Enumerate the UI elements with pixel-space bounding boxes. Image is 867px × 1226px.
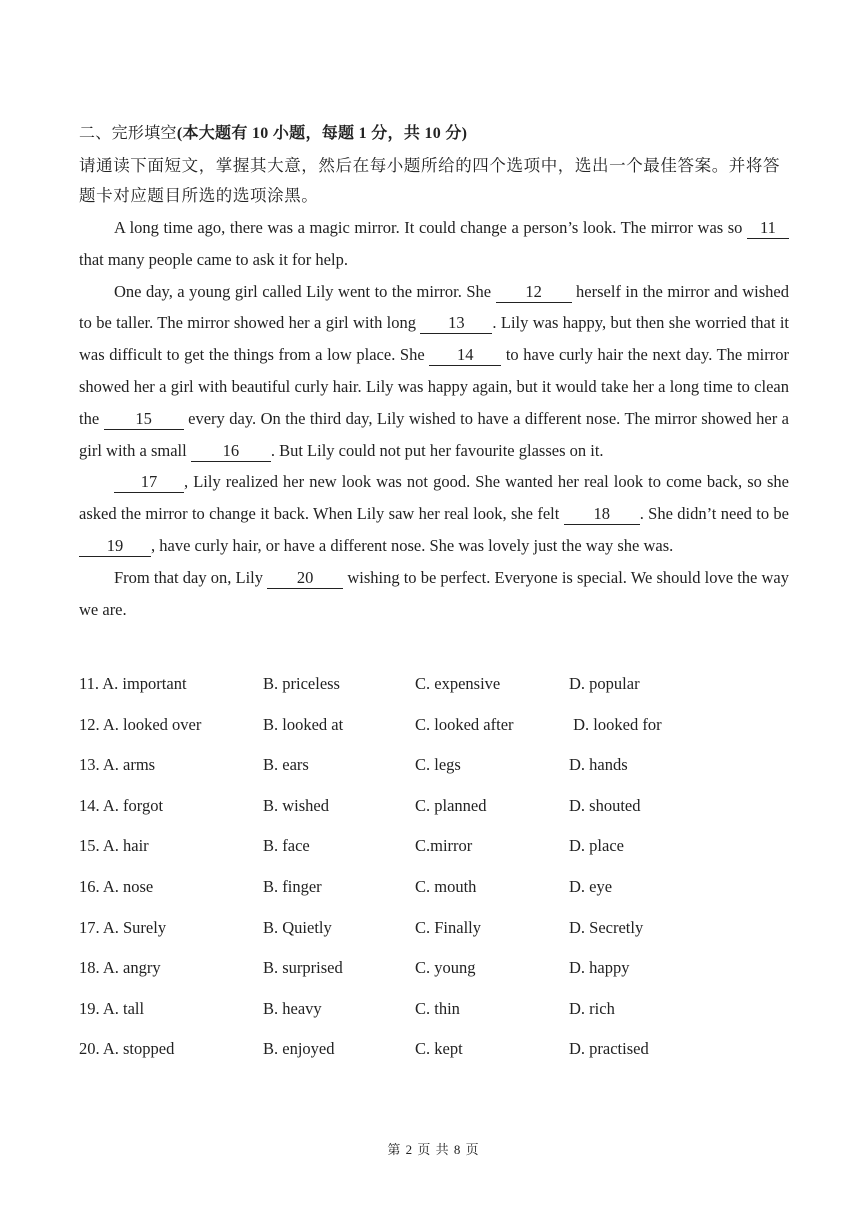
option-d: D. happy bbox=[569, 958, 630, 978]
option-b: B. finger bbox=[263, 876, 322, 896]
blank-18: 18 bbox=[564, 504, 640, 525]
page-number-footer: 第 2 页 共 8 页 bbox=[387, 1142, 480, 1157]
blank-12: 12 bbox=[496, 282, 572, 303]
option-c: C. young bbox=[415, 958, 476, 978]
option-b: B. heavy bbox=[263, 998, 322, 1018]
option-d: D. practised bbox=[569, 1039, 649, 1059]
passage-text: From that day on, Lily bbox=[114, 567, 268, 587]
option-c: C. thin bbox=[415, 998, 460, 1018]
option-d: D. place bbox=[569, 836, 624, 856]
option-a: 16. A. nose bbox=[79, 876, 154, 896]
section-prefix: 二、完形填空 bbox=[79, 125, 177, 142]
passage-text: every day. On the third day, Lily wished to have a different nose. The mirror showed her a girl with a small bbox=[79, 408, 789, 460]
passage-text: . But Lily could not put her favourite glasses on it. bbox=[270, 440, 604, 460]
option-a: 13. A. arms bbox=[79, 755, 156, 775]
passage-text: A long time ago, there was a magic mirror. It could change a person’s look. The mirror was so bbox=[114, 218, 743, 237]
option-a: 11. A. important bbox=[79, 674, 187, 693]
option-a: 14. A. forgot bbox=[79, 795, 164, 815]
blank-17: 17 bbox=[114, 472, 184, 493]
blank-14: 14 bbox=[429, 345, 501, 366]
option-c: C. looked after bbox=[415, 714, 514, 734]
blank-11: 11 bbox=[747, 218, 789, 239]
option-a: 15. A. hair bbox=[79, 836, 149, 856]
passage-text: wishing to be perfect. Everyone is special. We should love the way we are. bbox=[79, 567, 789, 619]
passage-paragraph-2 bbox=[79, 276, 789, 467]
option-c: C. Finally bbox=[415, 917, 482, 937]
option-d: D. hands bbox=[569, 755, 628, 775]
section-instructions: 请通读下面短文，掌握其大意，然后在每小题所给的四个选项中，选出一个最佳答案。并将答题卡对应题目所选的选项涂黑。 bbox=[79, 156, 781, 205]
option-d: D. eye bbox=[569, 876, 613, 896]
passage-text: . She didn’t need to be bbox=[639, 504, 790, 524]
blank-20: 20 bbox=[267, 568, 343, 589]
option-a: 20. A. stopped bbox=[79, 1039, 175, 1059]
option-a: 17. A. Surely bbox=[79, 917, 167, 937]
passage-text: . Lily was happy, but then she worried that it was difficult to get the things from a low place. She bbox=[79, 313, 789, 365]
option-c: C. mouth bbox=[415, 876, 477, 896]
passage-text: to have curly hair the next day. The mirror showed her a girl with beautiful curly hair. Lily was happy again, but it would take her a long time to clean the bbox=[79, 345, 789, 428]
option-b: B. surprised bbox=[263, 958, 343, 978]
blank-13: 13 bbox=[420, 313, 492, 334]
option-d: D. shouted bbox=[569, 795, 641, 815]
option-a: 18. A. angry bbox=[79, 958, 161, 978]
option-b: B. face bbox=[263, 836, 310, 856]
option-c: C. planned bbox=[415, 795, 487, 815]
blank-16: 16 bbox=[191, 441, 271, 462]
passage-paragraph-3 bbox=[79, 466, 789, 561]
blank-15: 15 bbox=[104, 409, 184, 430]
cloze-passage bbox=[79, 212, 789, 625]
option-d: D. Secretly bbox=[569, 917, 644, 937]
option-a: 19. A. tall bbox=[79, 998, 145, 1018]
option-d: D. popular bbox=[569, 674, 640, 693]
section-heading bbox=[79, 120, 467, 143]
option-b: B. ears bbox=[263, 755, 309, 775]
option-c: C. expensive bbox=[415, 674, 501, 693]
option-b: B. priceless bbox=[263, 674, 340, 693]
option-d: D. looked for bbox=[569, 714, 662, 734]
option-c: C. legs bbox=[415, 755, 461, 775]
passage-text: that many people came to ask it for help. bbox=[79, 249, 348, 269]
option-b: B. enjoyed bbox=[263, 1039, 335, 1059]
option-a: 12. A. looked over bbox=[79, 714, 202, 734]
passage-paragraph-1 bbox=[79, 212, 789, 276]
passage-paragraph-4 bbox=[79, 562, 789, 626]
passage-text: , Lily realized her new look was not good. She wanted her real look to come back, so she asked the mirror to change it back. When Lily saw her real look, she felt bbox=[79, 472, 789, 524]
passage-text: , have curly hair, or have a different nose. She was lovely just the way she was. bbox=[151, 535, 674, 555]
passage-text: herself in the mirror and wished to be taller. The mirror showed her a girl with long bbox=[79, 281, 790, 333]
blank-19: 19 bbox=[79, 536, 151, 557]
option-b: B. Quietly bbox=[263, 917, 332, 937]
passage-text: One day, a young girl called Lily went to the mirror. She bbox=[114, 281, 496, 301]
option-d: D. rich bbox=[569, 998, 615, 1018]
option-b: B. looked at bbox=[263, 714, 344, 734]
section-score-note: (本大题有 10 小题，每题 1 分，共 10 分) bbox=[176, 125, 468, 142]
option-c: C. kept bbox=[415, 1039, 463, 1059]
option-b: B. wished bbox=[263, 795, 329, 815]
option-c: C.mirror bbox=[415, 836, 473, 856]
